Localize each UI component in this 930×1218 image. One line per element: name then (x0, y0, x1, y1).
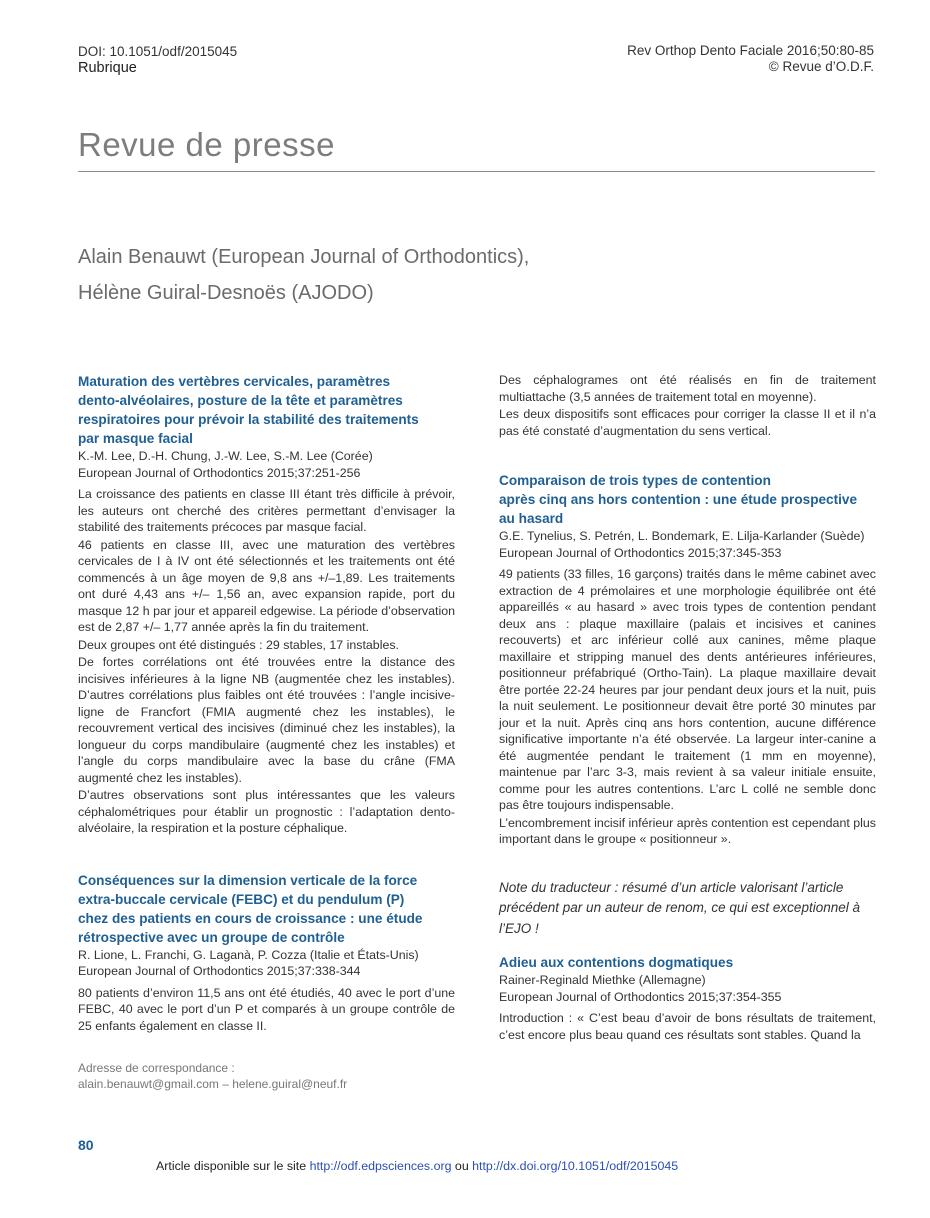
page-number: 80 (78, 1137, 94, 1153)
article-1-heading: Maturation des vertèbres cervicales, paramètres dento-alvéolaires, posture de la tête et paramètres respiratoires pour prévoir la stabilité des traitements par masque facial (78, 374, 419, 446)
site-link[interactable]: http://odf.edpsciences.org (309, 1159, 452, 1173)
article-3 (499, 471, 876, 848)
article-3-paragraph: L’encombrement incisif inférieur après contention est cependant plus important dans le groupe « positionneur ». (499, 815, 876, 846)
title-divider (78, 171, 875, 172)
author-line-2: Hélène Guiral-Desnoës (AJODO) (78, 282, 374, 304)
article-2 (78, 871, 455, 1035)
article-2-source: European Journal of Orthodontics 2015;37:338-344 (78, 964, 361, 978)
translator-note: Note du traducteur : résumé d’un article valorisant l’article précédent par un auteur de renom, ce qui est exceptionnel à l’EJO ! (499, 879, 860, 936)
correspondence-label: Adresse de correspondance : (78, 1061, 235, 1075)
doi: DOI: 10.1051/odf/2015045 (78, 44, 238, 59)
right-column (499, 372, 876, 1043)
article-2-paragraph: Les deux dispositifs sont efficaces pour corriger la classe II et il n’a pas été constaté d’augmentation du sens vertical. (499, 407, 876, 438)
article-4 (499, 953, 876, 1043)
article-1-paragraph: Deux groupes ont été distingués : 29 stables, 17 instables. (78, 637, 399, 652)
copyright: © Revue d’O.D.F. (768, 59, 874, 74)
article-4-authors: Rainer-Reginald Miethke (Allemagne) (499, 973, 706, 987)
left-column (78, 372, 455, 1034)
article-1-paragraph: D’autres observations sont plus intéressantes que les valeurs céphalométriques pour établir un prognostic : l’adaptation dento-alvéolaire, la respiration et la posture céphalique. (78, 788, 455, 835)
article-3-authors: G.E. Tynelius, S. Petrén, L. Bondemark, E. Lilja-Karlander (Suède) (499, 529, 865, 543)
article-2-continued (499, 372, 876, 439)
article-2-paragraph: Des céphalogrames ont été réalisés en fin de traitement multiattache (3,5 années de traitement total en moyenne). (499, 373, 876, 404)
article-1-source: European Journal of Orthodontics 2015;37:251-256 (78, 465, 361, 480)
footer (156, 1159, 678, 1173)
author-line-1: Alain Benauwt (European Journal of Orthodontics), (78, 246, 530, 268)
article-1-paragraph: La croissance des patients en classe III étant très difficile à prévoir, les auteurs ont cherché des critères permettant d’envisager la stabilité des traitements précoces par masque facial. (78, 487, 455, 534)
footer-prefix: Article disponible sur le site (156, 1159, 310, 1173)
article-4-paragraph: Introduction : « C’est beau d’avoir de bons résultats de traitement, c’est encore plus beau quand ces résultats sont stables. Quand la (499, 1011, 876, 1042)
footer-middle: ou (451, 1159, 473, 1173)
article-1-authors: K.-M. Lee, D.-H. Chung, J.-W. Lee, S.-M. Lee (Corée) (78, 449, 373, 463)
article-4-heading: Adieu aux contentions dogmatiques (499, 955, 734, 970)
article-3-source: European Journal of Orthodontics 2015;37:345-353 (499, 545, 782, 560)
page-title: Revue de presse (78, 126, 335, 163)
doi-link[interactable]: http://dx.doi.org/10.1051/odf/2015045 (472, 1159, 679, 1173)
article-2-authors: R. Lione, L. Franchi, G. Laganà, P. Cozza (Italie et États-Unis) (78, 947, 419, 962)
article-1-paragraph: De fortes corrélations ont été trouvées entre la distance des incisives inférieures à la ligne NB (augmentée chez les instables). D’autres corrélations plus faibles ont été trouvées : l’angle incisive-ligne de Francfort (FMIA augmenté chez les instables), le recouvrement vertical des incisives (diminué chez les instables), la longueur du corps mandibulaire (augmenté chez les instables) et l’angle du corps mandibulaire avec la base du crâne (FMA augmenté chez les instables). (78, 655, 455, 785)
article-2-paragraph: 80 patients d’environ 11,5 ans ont été étudiés, 40 avec le port d’une FEBC, 40 avec le port d’un P et comparés à un groupe contrôle de 25 enfants également en classe II. (78, 985, 455, 1033)
rubrique-label: Rubrique (78, 60, 137, 76)
article-3-paragraph: 49 patients (33 filles, 16 garçons) traités dans le même cabinet avec extraction de 4 prémolaires et une morphologie équilibrée ont été appareillés « au hasard » avec trois types de contention pendant deux ans : plaque maxillaire (palais et incisives et canines recouverts) et arc inférieur collé aux canines, même plaque maxillaire et stripping manuel des dents antérieures inférieures, positionneur préfabriqué (Ortho-Tain). La plaque maxillaire devait être portée 22-24 heures par jour pendant deux jours et la nuit, puis la nuit seulement. Le positionneur devait être porté 30 minutes par jour et la nuit. Après cinq ans hors contention, aucune différence significative importante n’a été observée. La largeur inter-canine a été augmentée pendant le traitement (1 mm en moyenne), maintenue par l’arc 3-3, mais revient à sa valeur initiale ensuite, comme pour les autres contentions. L’arc L collé ne semble donc pas être toujours indispensable. (499, 567, 876, 812)
article-1-paragraph: 46 patients en classe III, avec une maturation des vertèbres cervicales de I à IV ont été sélectionnés et les traitements ont été commencés à un âge moyen de 9,8 ans +/–1,89. Les traitements ont duré 4,43 ans +/– 1,56 an, avec expansion rapide, port du masque 12 h par jour et appareil edgewise. La période d’observation est de 2,87 +/– 1,77 année après la fin du traitement. (78, 537, 455, 634)
article-4-source: European Journal of Orthodontics 2015;37:354-355 (499, 989, 782, 1004)
article-3-heading: Comparaison de trois types de contention après cinq ans hors contention : une étude prospective au hasard (499, 473, 858, 526)
journal-reference: Rev Orthop Dento Faciale 2016;50:80-85 (627, 43, 874, 58)
correspondence-emails: alain.benauwt@gmail.com – helene.guiral@neuf.fr (78, 1077, 348, 1091)
article-1 (78, 372, 455, 837)
article-2-heading: Conséquences sur la dimension verticale de la force extra-buccale cervicale (FEBC) et du pendulum (P) chez des patients en cours de croissance : une étude rétrospective avec un groupe de contrôle (78, 872, 423, 945)
